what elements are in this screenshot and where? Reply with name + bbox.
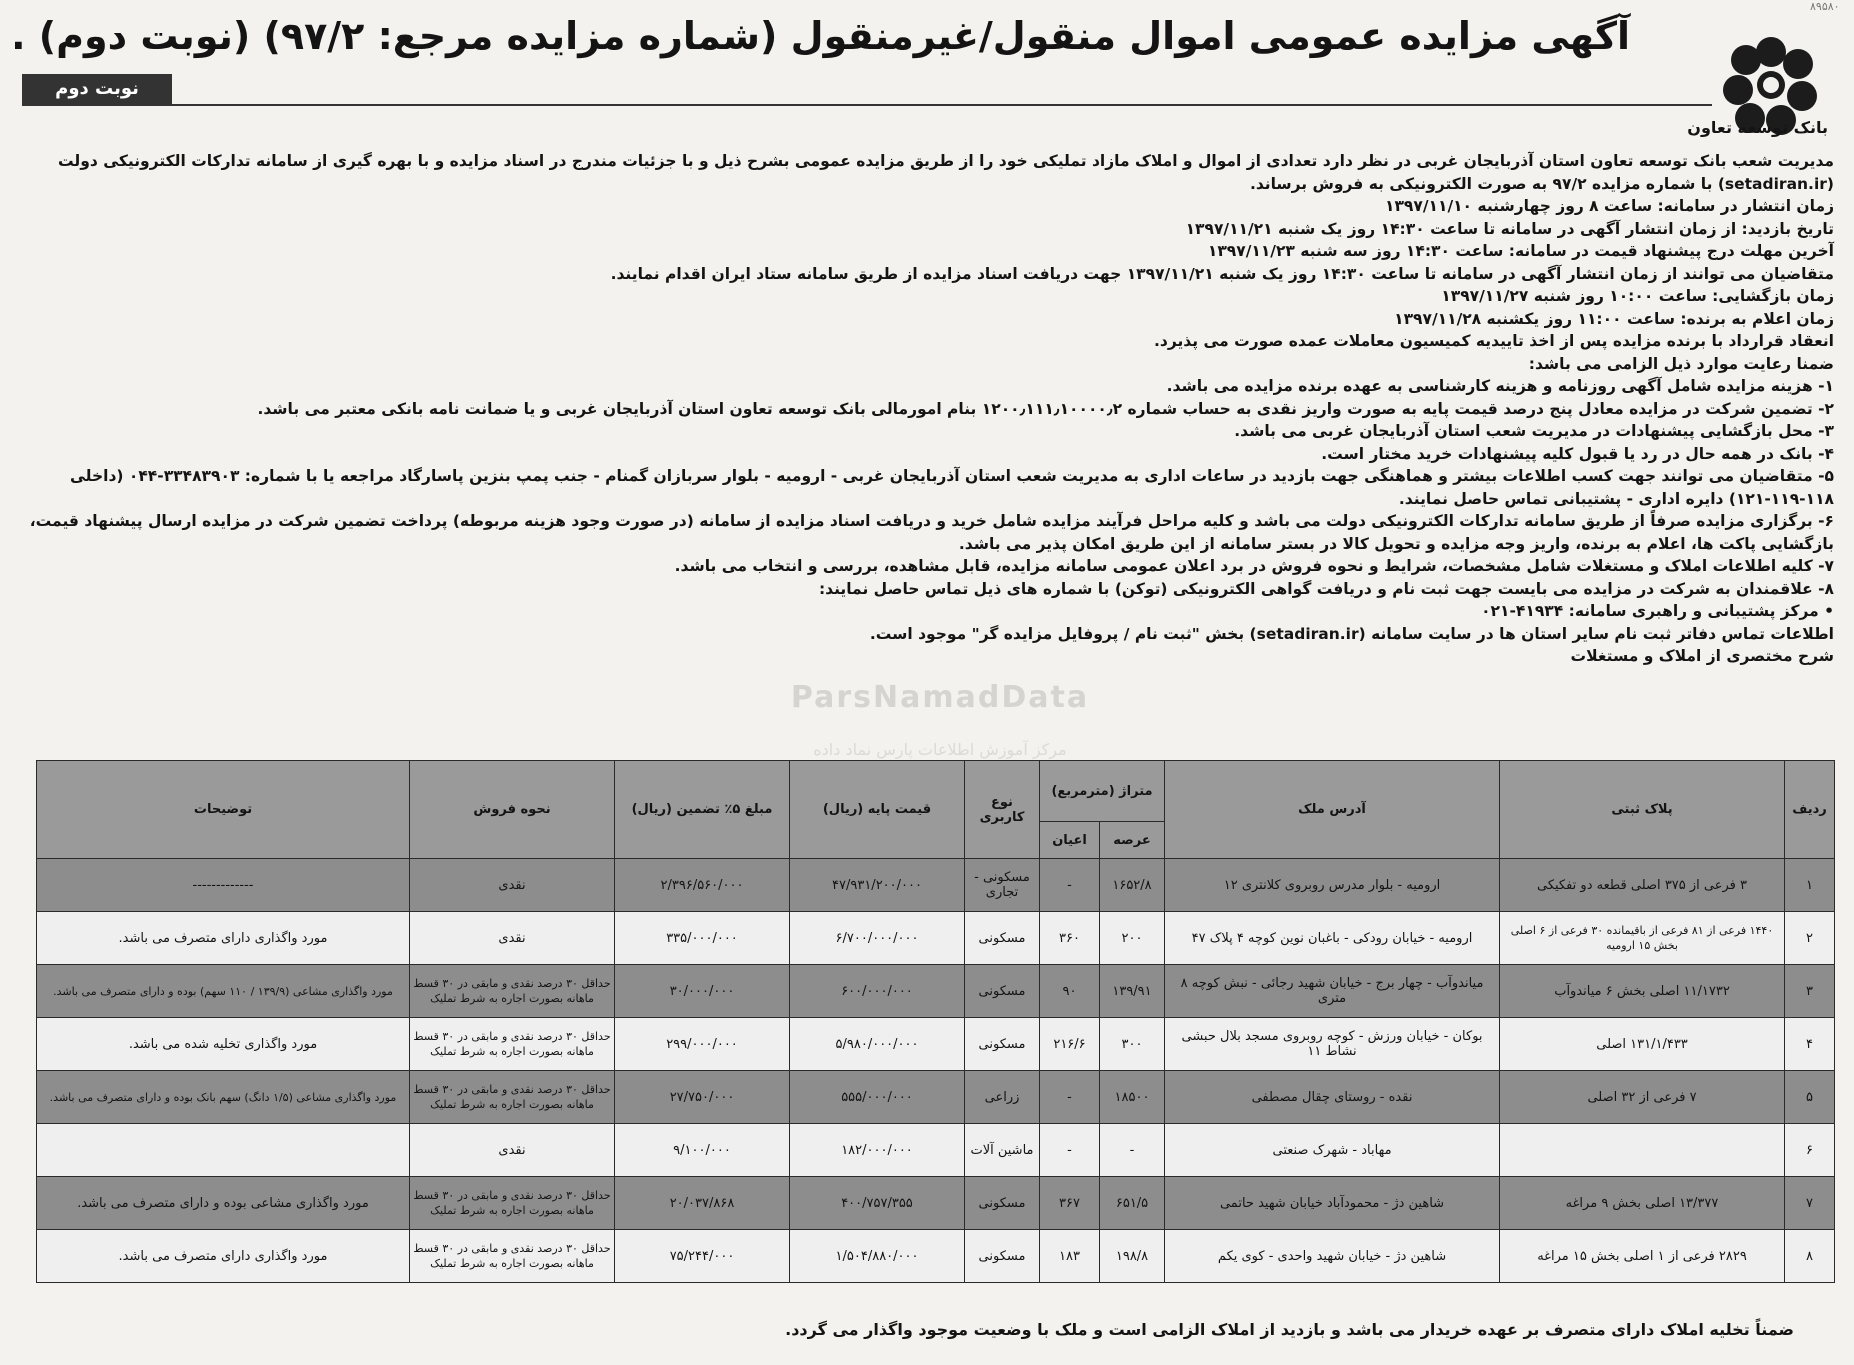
cell-row: ۲ — [1785, 912, 1835, 965]
cell-base-price: ۶۰۰/۰۰۰/۰۰۰ — [790, 965, 965, 1018]
notice-line: زمان انتشار در سامانه: ساعت ۸ روز چهارشنبه ۱۳۹۷/۱۱/۱۰ — [1385, 197, 1834, 215]
cell-notes — [37, 1124, 410, 1177]
cell-plaque: ۱۴۴۰ فرعی از ۸۱ فرعی از باقیمانده ۳۰ فرعی از ۶ اصلی بخش ۱۵ ارومیه — [1500, 912, 1785, 965]
cell-sale-method: حداقل ۳۰ درصد نقدی و مابقی در ۳۰ قسط ماهانه بصورت اجاره به شرط تملیک — [410, 965, 615, 1018]
cell-address: شاهین دژ - خیابان شهید واحدی - کوی یکم — [1165, 1230, 1500, 1283]
notice-line: انعقاد قرارداد با برنده مزایده پس از اخذ تاییدیه کمیسیون معاملات عمده صورت می پذیرد. — [1154, 332, 1834, 350]
table-row — [37, 1230, 1835, 1283]
header-divider — [22, 104, 1712, 106]
cell-row: ۶ — [1785, 1124, 1835, 1177]
cell-building: ۱۸۳ — [1040, 1230, 1100, 1283]
cell-notes: مورد واگذاری دارای متصرف می باشد. — [37, 1230, 410, 1283]
cell-usage: مسکونی — [965, 965, 1040, 1018]
cell-deposit: ۳۰/۰۰۰/۰۰۰ — [615, 965, 790, 1018]
cell-sale-method: نقدی — [410, 1124, 615, 1177]
properties-table — [36, 760, 1835, 1283]
header-base-price: قیمت پایه (ریال) — [790, 761, 965, 859]
cell-building: - — [1040, 1071, 1100, 1124]
round-badge: نوبت دوم — [22, 74, 172, 104]
cell-sale-method: حداقل ۳۰ درصد نقدی و مابقی در ۳۰ قسط ماهانه بصورت اجاره به شرط تملیک — [410, 1177, 615, 1230]
table-caption: شرح مختصری از املاک و مستغلات — [1570, 647, 1834, 665]
cell-sale-method: حداقل ۳۰ درصد نقدی و مابقی در ۳۰ قسط ماهانه بصورت اجاره به شرط تملیک — [410, 1071, 615, 1124]
cell-address: بوکان - خیابان ورزش - کوچه روبروی مسجد بلال حبشی نشاط ۱۱ — [1165, 1018, 1500, 1071]
cell-sale-method: حداقل ۳۰ درصد نقدی و مابقی در ۳۰ قسط ماهانه بصورت اجاره به شرط تملیک — [410, 1230, 615, 1283]
notice-line: ۶- برگزاری مزایده صرفاً از طریق سامانه تدارکات الکترونیکی دولت می باشد و کلیه مراحل فرآیند مزایده شامل خرید و دریافت اسناد مزایده از سامانه (در صورت وجود هزینه مربوطه) پرداخت تضمین شرکت در مزایده ارسال پیشنهاد قیمت، بازگشایی پاکت ها، اعلام به برنده، واریز وجه مزایده و تحویل کالا در بستر سامانه از این طریق امکان پذیر می باشد. — [29, 512, 1834, 553]
cell-notes: مورد واگذاری تخلیه شده می باشد. — [37, 1018, 410, 1071]
cell-row: ۷ — [1785, 1177, 1835, 1230]
header-address: آدرس ملک — [1165, 761, 1500, 859]
cell-land: ۱۸۵۰۰ — [1100, 1071, 1165, 1124]
header-building: اعیان — [1040, 822, 1100, 859]
cell-land: ۱۹۸/۸ — [1100, 1230, 1165, 1283]
cell-usage: مسکونی - تجاری — [965, 859, 1040, 912]
cell-notes: مورد واگذاری دارای متصرف می باشد. — [37, 912, 410, 965]
cell-building: - — [1040, 859, 1100, 912]
cell-land: ۱۳۹/۹۱ — [1100, 965, 1165, 1018]
cell-row: ۵ — [1785, 1071, 1835, 1124]
cell-building: ۳۶۰ — [1040, 912, 1100, 965]
notice-line: ۵- متقاضیان می توانند جهت کسب اطلاعات بیشتر و هماهنگی جهت بازدید در ساعات اداری به مدیریت شعب استان آذربایجان غربی - ارومیه - بلوار سربازان گمنام - جنب پمپ بنزین پاسارگاد مراجعه یا با شماره: ۳۳۴۸۳۹۰۳-۰۴۴ (داخلی ۱۱۸-۱۱۹-۱۲۱) دایره اداری - پشتیبانی تماس حاصل نمایند. — [69, 467, 1834, 508]
cell-building: ۳۶۷ — [1040, 1177, 1100, 1230]
cell-deposit: ۲۹۹/۰۰۰/۰۰۰ — [615, 1018, 790, 1071]
notice-line: زمان اعلام به برنده: ساعت ۱۱:۰۰ روز یکشنبه ۱۳۹۷/۱۱/۲۸ — [1394, 309, 1834, 328]
cell-deposit: ۲۰/۰۳۷/۸۶۸ — [615, 1177, 790, 1230]
cell-sale-method: حداقل ۳۰ درصد نقدی و مابقی در ۳۰ قسط ماهانه بصورت اجاره به شرط تملیک — [410, 1018, 615, 1071]
header-deposit: مبلغ ۵٪ تضمین (ریال) — [615, 761, 790, 859]
cell-address: شاهین دژ - محمودآباد خیابان شهید حاتمی — [1165, 1177, 1500, 1230]
cell-land: - — [1100, 1124, 1165, 1177]
notice-line: ضمنا رعایت موارد ذیل الزامی می باشد: — [1528, 354, 1834, 373]
cell-deposit: ۹/۱۰۰/۰۰۰ — [615, 1124, 790, 1177]
cell-sale-method: نقدی — [410, 912, 615, 965]
notice-line: ۴- بانک در همه حال در رد یا قبول کلیه پیشنهادات خرید مختار است. — [1321, 444, 1834, 463]
cell-land: ۶۵۱/۵ — [1100, 1177, 1165, 1230]
watermark: ParsNamadData — [790, 680, 1090, 715]
cell-building: - — [1040, 1124, 1100, 1177]
cell-land: ۱۶۵۲/۸ — [1100, 859, 1165, 912]
cell-sale-method: نقدی — [410, 859, 615, 912]
cell-deposit: ۲/۳۹۶/۵۶۰/۰۰۰ — [615, 859, 790, 912]
cell-notes: مورد واگذاری مشاعی (۱۳۹/۹ / ۱۱۰ سهم) بوده و دارای متصرف می باشد. — [37, 965, 410, 1018]
cell-base-price: ۵/۹۸۰/۰۰۰/۰۰۰ — [790, 1018, 965, 1071]
notice-line: آخرین مهلت درج پیشنهاد قیمت در سامانه: ساعت ۱۴:۳۰ روز سه شنبه ۱۳۹۷/۱۱/۲۳ — [1207, 242, 1834, 260]
notice-line: ۳- محل بازگشایی پیشنهادات در مدیریت شعب استان آذربایجان غربی می باشد. — [1234, 422, 1834, 440]
cell-row: ۱ — [1785, 859, 1835, 912]
cell-row: ۸ — [1785, 1230, 1835, 1283]
cell-building: ۲۱۶/۶ — [1040, 1018, 1100, 1071]
cell-notes: مورد واگذاری مشاعی بوده و دارای متصرف می باشد. — [37, 1177, 410, 1230]
cell-base-price: ۴۰۰/۷۵۷/۳۵۵ — [790, 1177, 965, 1230]
notice-line: ۱- هزینه مزایده شامل آگهی روزنامه و هزینه کارشناسی به عهده برنده مزایده می باشد. — [1166, 377, 1834, 395]
cell-row: ۴ — [1785, 1018, 1835, 1071]
header-notes: توضیحات — [37, 761, 410, 859]
cell-plaque: ۱۳۱/۱/۴۳۳ اصلی — [1500, 1018, 1785, 1071]
watermark-subtitle: مرکز آموزش اطلاعات پارس نماد داده — [813, 740, 1067, 759]
header-row-number: ردیف — [1785, 761, 1835, 859]
cell-plaque: ۷ فرعی از ۳۲ اصلی — [1500, 1071, 1785, 1124]
cell-base-price: ۶/۷۰۰/۰۰۰/۰۰۰ — [790, 912, 965, 965]
cell-land: ۲۰۰ — [1100, 912, 1165, 965]
cell-address: ارومیه - خیابان رودکی - باغبان نوین کوچه ۴ پلاک ۴۷ — [1165, 912, 1500, 965]
cell-land: ۳۰۰ — [1100, 1018, 1165, 1071]
corner-code: ۸۹۵۸۰ — [1810, 0, 1840, 13]
cell-address: نقده - روستای چقال مصطفی — [1165, 1071, 1500, 1124]
cell-plaque: ۲۸۲۹ فرعی از ۱ اصلی بخش ۱۵ مراغه — [1500, 1230, 1785, 1283]
cell-deposit: ۳۳۵/۰۰۰/۰۰۰ — [615, 912, 790, 965]
cell-plaque: ۱۳/۳۷۷ اصلی بخش ۹ مراغه — [1500, 1177, 1785, 1230]
cell-address: ارومیه - بلوار مدرس روبروی کلانتری ۱۲ — [1165, 859, 1500, 912]
cell-plaque — [1500, 1124, 1785, 1177]
cell-notes: ------------- — [37, 859, 410, 912]
header-land: عرصه — [1100, 822, 1165, 859]
notice-line: اطلاعات تماس دفاتر ثبت نام سایر استان ها در سایت سامانه (setadiran.ir) بخش "ثبت نام / پروفایل مزایده گر" موجود است. — [869, 624, 1834, 643]
notice-line: ۲- تضمین شرکت در مزایده معادل پنج درصد قیمت پایه به صورت واریز نقدی به حساب شماره ۱۲۰۰٫۱۱۱٫۱۰۰۰۰٫۲ بنام امورمالی بانک توسعه تعاون استان آذربایجان غربی و یا ضمانت نامه بانکی معتبر می باشد. — [257, 399, 1834, 418]
bank-logo-text: بانک توسعه تعاون — [1687, 118, 1828, 137]
cell-plaque: ۳ فرعی از ۳۷۵ اصلی قطعه دو تفکیکی — [1500, 859, 1785, 912]
table-row — [37, 1018, 1835, 1071]
notice-line: ۸- علاقمندان به شرکت در مزایده می بایست جهت ثبت نام و دریافت گواهی الکترونیکی (توکن) با شماره های ذیل تماس حاصل نمایند: — [818, 579, 1834, 598]
table-row — [37, 965, 1835, 1018]
cell-deposit: ۷۵/۲۴۴/۰۰۰ — [615, 1230, 790, 1283]
cell-deposit: ۲۷/۷۵۰/۰۰۰ — [615, 1071, 790, 1124]
footer-note: ضمناً تخلیه املاک دارای متصرف بر عهده خریدار می باشد و بازدید از املاک الزامی است و ملک با وضعیت موجود واگذار می گردد. — [785, 1320, 1794, 1339]
header-plaque: پلاک ثبتی — [1500, 761, 1785, 859]
table-row — [37, 1177, 1835, 1230]
cell-notes: مورد واگذاری مشاعی (۱/۵ دانگ) سهم بانک بوده و دارای متصرف می باشد. — [37, 1071, 410, 1124]
cell-row: ۳ — [1785, 965, 1835, 1018]
header-area: متراژ (مترمربع) — [1040, 761, 1165, 822]
notice-line: ۷- کلیه اطلاعات املاک و مستغلات شامل مشخصات، شرایط و نحوه فروش در برد اعلان عمومی سامانه مزایده، قابل مشاهده، بررسی و انتخاب می باشد. — [674, 557, 1834, 575]
table-row — [37, 912, 1835, 965]
table-row — [37, 859, 1835, 912]
cell-building: ۹۰ — [1040, 965, 1100, 1018]
cell-usage: مسکونی — [965, 1018, 1040, 1071]
notice-line: متقاضیان می توانند از زمان انتشار آگهی در سامانه تا ساعت ۱۴:۳۰ روز یک شنبه ۱۳۹۷/۱۱/۲۱ جهت دریافت اسناد مزایده از طریق سامانه ستاد ایران اقدام نمایند. — [610, 264, 1834, 283]
notice-line: زمان بازگشایی: ساعت ۱۰:۰۰ روز شنبه ۱۳۹۷/۱۱/۲۷ — [1441, 287, 1834, 305]
header-usage: نوع کاربری — [965, 761, 1040, 859]
notice-line: • مرکز پشتیبانی و راهبری سامانه: ۴۱۹۳۴-۰۲۱ — [1481, 602, 1834, 620]
notice-body — [14, 150, 1834, 668]
header-sale-method: نحوه فروش — [410, 761, 615, 859]
cell-usage: مسکونی — [965, 1230, 1040, 1283]
cell-base-price: ۴۷/۹۳۱/۲۰۰/۰۰۰ — [790, 859, 965, 912]
cell-address: مهاباد - شهرک صنعتی — [1165, 1124, 1500, 1177]
cell-base-price: ۵۵۵/۰۰۰/۰۰۰ — [790, 1071, 965, 1124]
notice-line: تاریخ بازدید: از زمان انتشار آگهی در سامانه تا ساعت ۱۴:۳۰ روز یک شنبه ۱۳۹۷/۱۱/۲۱ — [1185, 219, 1834, 238]
cell-usage: ماشین آلات — [965, 1124, 1040, 1177]
cell-usage: مسکونی — [965, 912, 1040, 965]
intro-paragraph: مدیریت شعب بانک توسعه تعاون استان آذربایجان غربی در نظر دارد تعدادی از اموال و املاک مازاد تملیکی خود را از طریق مزایده عمومی بشرح ذیل و با جزئیات مندرج در اسناد مزایده و با بهره گیری از سامانه تدارکات الکترونیکی دولت (setadiran.ir) با شماره مزایده ۹۷/۲ به صورت الکترونیکی به فروش برساند. — [58, 152, 1834, 193]
table-row — [37, 1124, 1835, 1177]
cell-address: میاندوآب - چهار برج - خیابان شهید رجائی - نبش کوچه ۸ متری — [1165, 965, 1500, 1018]
cell-base-price: ۱/۵۰۴/۸۸۰/۰۰۰ — [790, 1230, 965, 1283]
cell-usage: مسکونی — [965, 1177, 1040, 1230]
table-row — [37, 1071, 1835, 1124]
notice-heading: آگهی مزایده عمومی اموال منقول/غیرمنقول (شماره مزایده مرجع: ۹۷/۲) (نوبت دوم) . — [11, 14, 1630, 58]
cell-base-price: ۱۸۲/۰۰۰/۰۰۰ — [790, 1124, 965, 1177]
cell-plaque: ۱۱/۱۷۳۲ اصلی بخش ۶ میاندوآب — [1500, 965, 1785, 1018]
cell-usage: زراعی — [965, 1071, 1040, 1124]
